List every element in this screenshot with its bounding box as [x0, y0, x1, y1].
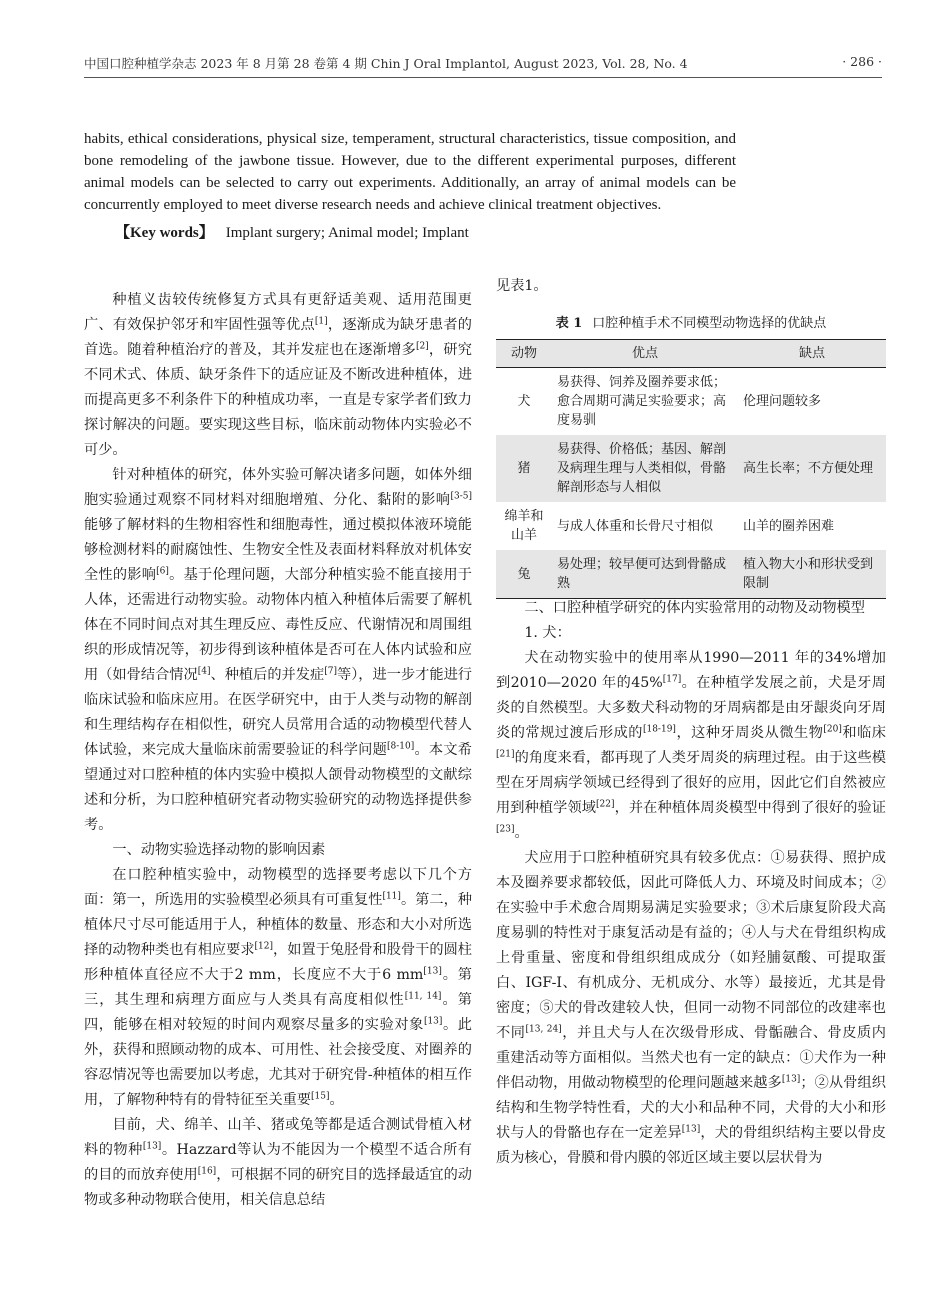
section-heading-2: 二、口腔种植学研究的体内实验常用的动物及动物模型	[524, 600, 865, 616]
citation: [13, 24]	[525, 1024, 562, 1035]
cell-pros: 易获得、价格低；基因、解剖及病理生理与人类相似，骨骼解剖形态与人相似	[557, 442, 727, 495]
paragraph-in-vitro: 针对种植体的研究，体外实验可解决诸多问题，如体外细胞实验通过观察不同材料对细胞增殖、分化、黏附的影响[3-5]能够了解材料的生物相容性和细胞毒性，通过模拟体液环境能够检测材料的耐腐蚀性、生物安全性及表面材料释放对机体安全性的影响[6]。基于伦理问题，大部分种植实验不能直接用于人体，还需进行动物实验。动物体内植入种植体后需要了解机体在不同时间点对其生理反应、毒性反应、代谢情况和周围组织的形成情况等，初步得到该种植体是否可在人体内试验和应用（如骨结合情况[4]、种植后的并发症[7]等），进一步才能进行临床试验和临床应用。在医学研究中，由于人类与动物的解剖和生理结构存在相似性，研究人员常用合适的动物模型代替人体试验，来完成大量临床前需要验证的科学问题[8-10]。本文希望通过对口腔种植的体内实验中模拟人颌骨动物模型的文献综述和分析，为口腔种植研究者动物实验研究的动物选择提供参考。	[84, 467, 472, 833]
citation: [8-10]	[387, 741, 415, 752]
paragraph-species: 目前，犬、绵羊、山羊、猪或兔等都是适合测试骨植入材料的物种[13]。Hazzard等认为不能因为一个模型不适合所有的目的而放弃使用[16]，可根据不同的研究目的选择最适宜的动物或多种动物联合使用，相关信息总结	[84, 1117, 472, 1208]
abstract-text: habits, ethical considerations, physical size, temperament, structural characteristics, tissue composition, and bone remodeling of the jawbone tissue. However, due to the different experimental purposes, different animal models can be selected to carry out experiments. Additionally, an array of animal models can be concurrently employed to meet diverse research needs and achieve clinical treatment objectives.	[84, 131, 736, 213]
paragraph-criteria: 在口腔种植实验中，动物模型的选择要考虑以下几个方面：第一，所选用的实验模型必须具有可重复性[11]。第二，种植体尺寸尽可能适用于人，种植体的数量、形态和大小对所选择的动物种类也有相应要求[12]，如置于兔胫骨和股骨干的圆柱形种植体直径应不大于2 mm，长度应不大于6 mm[13]。第三，其生理和病理方面应与人类具有高度相似性[11, 14]。第四，能够在相对较短的时间内观察尽量多的实验对象[13]。此外，获得和照顾动物的成本、可用性、社会接受度、对圈养的容忍情况等也需要加以考虑，尤其对于研究骨-种植体的相互作用，了解物种特有的骨特征至关重要[15]。	[84, 867, 472, 1108]
citation: [1]	[314, 316, 328, 327]
table-label: 表 1	[555, 316, 583, 331]
header-pros: 优点	[631, 346, 658, 361]
citation: [17]	[662, 674, 682, 685]
citation: [13]	[423, 1016, 443, 1027]
cell-cons: 伦理问题较多	[743, 394, 822, 409]
cell-cons: 高生长率；不方便处理	[743, 461, 874, 476]
keywords-value: Implant surgery; Animal model; Implant	[225, 225, 469, 241]
comparison-table	[496, 339, 886, 599]
citation: [6]	[156, 566, 169, 577]
paragraph-dog-pros-cons: 犬应用于口腔种植研究具有较多优点：①易获得、照护成本及圈养要求都较低，因此可降低人力、环境及时间成本；②在实验中手术愈合周期易满足实验要求；③术后康复阶段犬高度易驯的特性对于康复活动是有益的；④人与犬在骨组织构成上骨重量、密度和骨组织组成成分（如羟脯氨酸、可提取蛋白、IGF-I、有机成分、无机成分、水等）最接近，尤其是骨密度；⑤犬的骨改建较人快，但同一动物不同部位的改建率也不同[13, 24]，并且犬与人在次级骨形成、骨骺融合、骨皮质内重建活动等方面相似。当然犬也有一定的缺点：①犬作为一种伴侣动物，用做动物模型的伦理问题越来越多[13]；②从骨组织结构和生物学特性看，犬的大小和品种不同，犬骨的大小和形状与人的骨骼也存在一定差异[13]，犬的骨组织结构主要以骨皮质为核心，骨膜和骨内膜的邻近区域主要以层状骨为	[496, 850, 886, 1166]
table-header-row	[496, 340, 886, 368]
citation: [11]	[382, 891, 401, 902]
left-column	[84, 288, 472, 1213]
page-number: · 286 ·	[842, 54, 882, 69]
paragraph-intro: 种植义齿较传统修复方式具有更舒适美观、适用范围更广、有效保护邻牙和牢固性强等优点[1]，逐渐成为缺牙患者的首选。随着种植治疗的普及，其并发症也在逐渐增多[2]，研究不同术式、体质、缺牙条件下的适应证及不断改进种植体，进而提高更多不利条件下的种植成功率，一直是专家学者们致力探讨解决的问题。要实现这些目标，临床前动物体内实验必不可少。	[84, 292, 472, 458]
table-caption	[496, 312, 886, 331]
citation: [4]	[197, 666, 211, 677]
table-title: 口腔种植手术不同模型动物选择的优缺点	[592, 316, 827, 331]
citation: [21]	[496, 749, 515, 760]
citation: [22]	[596, 799, 615, 810]
cell-cons: 植入物大小和形状受到限制	[743, 557, 874, 591]
citation: [11, 14]	[404, 991, 442, 1002]
cell-cons: 山羊的圈养困难	[743, 518, 835, 534]
header-rule	[84, 77, 882, 78]
citation: [20]	[823, 724, 842, 735]
citation: [2]	[415, 341, 429, 352]
citation: [12]	[254, 941, 274, 952]
right-column	[496, 596, 886, 1171]
section-heading-1: 一、动物实验选择动物的影响因素	[112, 842, 326, 858]
cell-animal: 绵羊和山羊	[504, 509, 544, 543]
cell-pros: 易获得、饲养及圈养要求低；愈合周期可满足实验要求；高度易驯	[557, 375, 727, 428]
keywords-line	[115, 221, 469, 242]
citation: [23]	[496, 824, 515, 835]
cell-animal: 猪	[517, 461, 531, 476]
cell-pros: 易处理；较早便可达到骨骼成熟	[557, 557, 727, 591]
header-animal: 动物	[510, 346, 537, 361]
citation: [15]	[311, 1091, 330, 1102]
table-row	[496, 550, 886, 599]
table-row	[496, 502, 886, 550]
table-1	[496, 312, 886, 599]
citation: [18-19]	[642, 724, 676, 735]
cell-animal: 犬	[517, 394, 531, 409]
citation: [16]	[197, 1166, 217, 1177]
citation: [7]	[324, 666, 337, 677]
cell-pros: 与成人体重和长骨尺寸相似	[557, 518, 714, 534]
citation: [13]	[423, 966, 442, 977]
header-cons: 缺点	[798, 346, 825, 361]
citation: [3-5]	[450, 491, 472, 502]
keywords-label: 【Key words】	[115, 225, 214, 241]
running-header	[84, 54, 882, 72]
paragraph-dog-usage: 犬在动物实验中的使用率从1990—2011 年的34%增加到2010—2020 年的45%[17]。在种植学发展之前，犬是牙周炎的自然模型。大多数犬科动物的牙周病都是由牙龈炎向牙周炎的常规过渡后形成的[18-19]，这种牙周炎从微生物[20]和临床[21]的角度来看，都再现了人类牙周炎的病理过程。由于这些模型在牙周病学领域已经得到了很好的应用，因此它们自然被应用到种植学领域[22]，并在种植体周炎模型中得到了很好的验证[23]。	[496, 650, 886, 841]
table-row	[496, 368, 886, 436]
citation: [13]	[681, 1124, 701, 1135]
cell-animal: 兔	[517, 566, 531, 582]
table-reference-line: 见表1。	[496, 278, 548, 294]
subsection-heading-dog: 1. 犬：	[524, 625, 571, 641]
journal-info: 中国口腔种植学杂志 2023 年 8 月第 28 卷第 4 期 Chin J Oral Implantol, August 2023, Vol. 28, No. 4	[84, 56, 688, 71]
table-row	[496, 435, 886, 502]
citation: [13]	[142, 1141, 162, 1152]
citation: [13]	[781, 1074, 801, 1085]
